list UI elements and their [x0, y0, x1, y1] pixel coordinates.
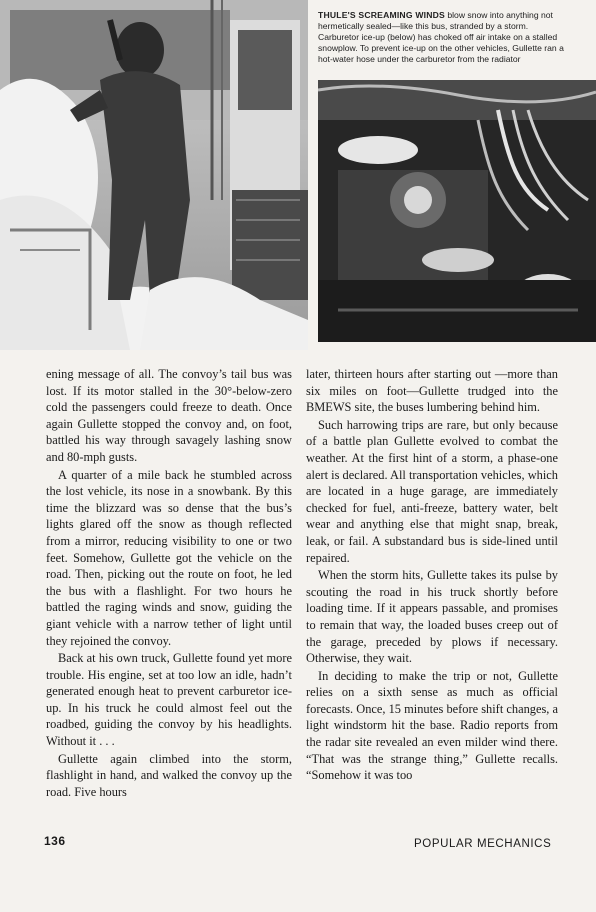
caption-text: blow snow into anything not hermetically sealed—like this bus, stranded by a storm. Carburetor ice-up (below) has choked off air intake on a stalled snowplow. To prevent ice-up on the other vehicles, Gullette ran a hot-water hose under the carburetor from the radiator	[318, 10, 564, 64]
paragraph: In deciding to make the trip or not, Gullette relies on a sixth sense as much as official forecasts. Once, 15 minutes before shift changes, a light windstorm hit the base. Radio reports from the radar site revealed an even milder wind there. “That was the strange thing,” Gullette recalls. “Somehow it was too	[306, 668, 558, 783]
text-column-right	[306, 366, 558, 785]
photo-caption	[318, 10, 568, 65]
paragraph: When the storm hits, Gullette takes its pulse by scouting the road in his truck shortly before loading time. If it appears passable, and promises to remain that way, the loaded buses creep out of the garage, preceded by plows if necessary. Otherwise, they wait.	[306, 568, 558, 666]
photo-stranded-bus	[0, 0, 308, 350]
paragraph: Back at his own truck, Gullette found yet more trouble. His engine, set at too low an idle, hadn’t generated enough heat to prevent carburetor ice-up. In his truck he could almost feel out the roadbed, guiding the convoy by his headlights. Without it . . .	[46, 651, 292, 749]
paragraph: Gullette again climbed into the storm, flashlight in hand, and walked the convoy up the road. Five hours	[46, 751, 292, 799]
text-column-left	[46, 366, 292, 801]
photo-carburetor-iceup	[318, 80, 596, 342]
paragraph: A quarter of a mile back he stumbled across the lost vehicle, its nose in a snowbank. By this time the blizzard was so dense that the bus’s lights glared off the snow as though reflected from a mirror, reducing visibility to one or two feet. Somehow, Gullette got the vehicle on the road. Then, picking out the route on foot, he led the bus with a flashlight. For two hours he battled the raging winds and snow, guiding the giant vehicle with a narrow tether of light until they rejoined the convoy.	[46, 467, 292, 648]
paragraph: ening message of all. The convoy’s tail bus was lost. If its motor stalled in the 30°-below-zero cold the passengers could freeze to death. Once again Gullette stopped the convoy and, on foot, battled his way through savagely lashing snow and 80-mph gusts.	[46, 367, 292, 464]
paragraph: Such harrowing trips are rare, but only because of a battle plan Gullette evolved to combat the weather. At the first hint of a storm, a phase-one alert is declared. All transportation vehicles, which are located in a huge garage, are immediately checked for fuel, anti-freeze, battery water, belt wear and anything else that might snap, break, leak, or fail. A substandard bus is side-lined until repaired.	[306, 417, 558, 565]
publication-name: POPULAR MECHANICS	[414, 838, 552, 850]
paragraph: later, thirteen hours after starting out —more than six miles on foot—Gullette trudged into the BMEWS site, the buses lumbering behind him.	[306, 367, 558, 415]
page-number: 136	[44, 834, 66, 848]
caption-heading: THULE'S SCREAMING WINDS	[318, 10, 445, 20]
